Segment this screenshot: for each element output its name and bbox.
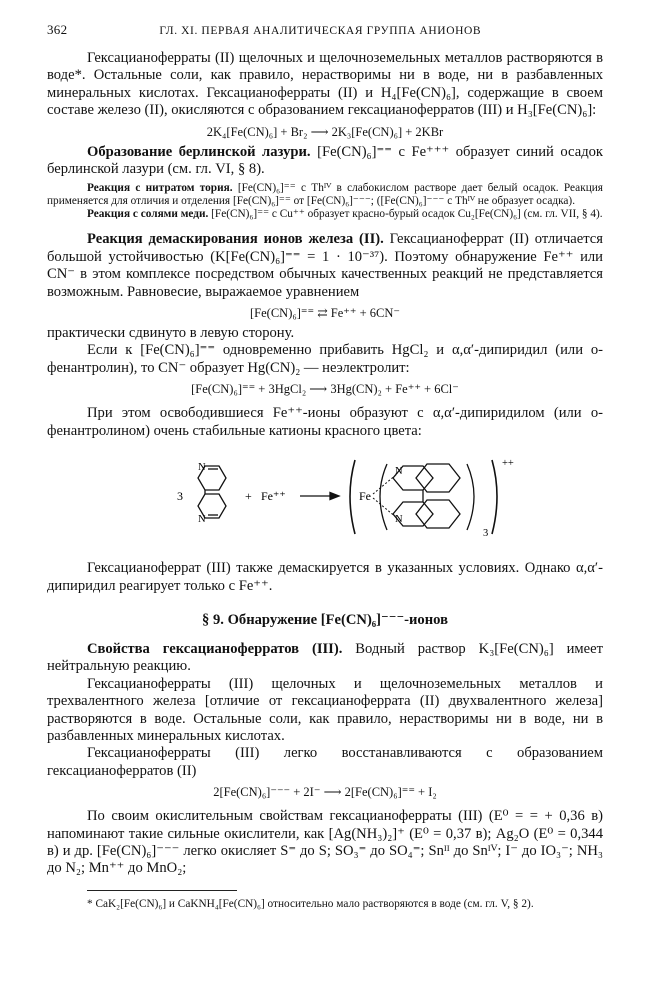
scheme-fe-ion: Fe⁺⁺ xyxy=(261,489,286,504)
n-label-bottom: N xyxy=(198,514,206,526)
scheme-coefficient: 3 xyxy=(177,489,183,504)
heading-demasking: Реакция демаскирования ионов железа (II). xyxy=(87,231,384,248)
text-copper-reaction: [Fe(CN)₆]⁼⁼ с Cu⁺⁺ образует красно-бурый осадок Cu₂[Fe(CN)₆] (см. гл. VII, § 4). xyxy=(208,208,603,221)
n-label-complex-top: N xyxy=(395,466,403,478)
paragraph-properties xyxy=(47,641,603,676)
bipyridyl-molecule-icon xyxy=(198,466,226,518)
scheme-plus: + xyxy=(245,489,252,504)
running-title: ГЛ. XI. ПЕРВАЯ АНАЛИТИЧЕСКАЯ ГРУППА АНИОНОВ xyxy=(159,25,482,37)
paragraph-copper-reaction xyxy=(47,208,603,221)
paragraph-released-ions: При этом освободившиеся Fe⁺⁺-ионы образуют с α,α′-дипиридилом (или o-фенантролином) очень стабильные катионы красного цвета: xyxy=(47,405,603,439)
complex-charge: ++ xyxy=(502,458,514,470)
running-header xyxy=(47,22,603,38)
heading-thorium-reaction: Реакция с нитратом тория. xyxy=(87,182,233,195)
equation-equilibrium: [Fe(CN)₆]⁼⁼ ⇄ Fe⁺⁺ + 6CN⁻ xyxy=(250,306,400,321)
n-label-top: N xyxy=(198,462,206,474)
dipyridyl-complex-scheme xyxy=(47,448,603,548)
paren-left-icon xyxy=(380,464,387,530)
bracket-right-icon xyxy=(492,460,497,534)
section-title: § 9. Обнаружение [Fe(CN)₆]⁻⁻⁻-ионов xyxy=(202,611,448,628)
heading-properties: Свойства гексацианоферратов (III). xyxy=(87,640,343,657)
ligand-subscript: 3 xyxy=(483,528,489,540)
paragraph-oxidizing-properties: По своим окислительным свойствам гексацианоферраты (III) (E⁰ = = + 0,36 в) напоминают такие сильные окислители, как [Ag(NH₃)₂]⁺ (E⁰ = 0,37 в); Ag₂O (E⁰ = 0,344 в) и др. [Fe(CN)₆]⁻⁻⁻ легко окисляет S⁼ до S; SO₃⁼ до SO₄⁼; Snᴵᴵ до Snᴵⱽ; I⁻ до IO₃⁻; NH₃ до N₂; Mn⁺⁺ до MnO₂; xyxy=(47,808,603,877)
scheme-fe-center: Fe xyxy=(359,489,371,504)
paragraph-thorium-reaction xyxy=(47,182,603,208)
heading-prussian-blue: Образование берлинской лазури. xyxy=(87,143,311,160)
paragraph-reduction: Гексацианоферраты (III) легко восстанавливаются с образованием гексацианоферратов (II) xyxy=(47,745,603,779)
paragraph-solubility-iii: Гексацианоферраты (III) щелочных и щелочноземельных металлов и трехвалентного железа [отличие от гексацианоферрата (II) двухвалентного железа] растворяются в воде. Остальные соли, как правило, нерастворимы ни в воде, ни в разбавленных минеральных кислотах. xyxy=(47,675,603,744)
text-demasking: Гексацианоферрат (II) отличается большой устойчивостью (K[Fe(CN)₆]⁼⁼ = 1 · 10⁻³⁷). Поэтому обнаружение Fe⁺⁺ или CN⁻ в этом комплексе посредством обычных качественных реакций не представляется возможным. Равновесие, выражаемое уравнением xyxy=(47,231,603,300)
equation-iodide: 2[Fe(CN)₆]⁻⁻⁻ + 2I⁻ ⟶ 2[Fe(CN)₆]⁼⁼ + I₂ xyxy=(213,785,437,800)
paragraph-hexa-iii-demask: Гексацианоферрат (III) также демаскируется в указанных условиях. Однако α,α′-дипиридил реагирует только с Fe⁺⁺. xyxy=(47,560,603,594)
paren-right-icon xyxy=(467,464,474,530)
page xyxy=(47,22,603,911)
n-label-complex-bottom: N xyxy=(395,514,403,526)
bipyridyl-ligand-icon xyxy=(393,458,460,528)
reaction-arrow-icon xyxy=(300,493,339,500)
paragraph-hexacyanoferrate-ii-solubility: Гексацианоферраты (II) щелочных и щелочноземельных металлов растворяются в воде*. Остальные соли, как правило, нерастворимы ни в воде, ни в разбавленных минеральных кислотах. Гексацианоферраты (II) и H₄[Fe(CN)₆], содержащие в своем составе железо (II), окисляются с образованием гексацианоферратов (III) и H₃[Fe(CN)₆]: xyxy=(47,50,603,119)
text-thorium-reaction: [Fe(CN)₆]⁼⁼ с Thᴵⱽ в слабокислом растворе дает белый осадок. Реакция применяется для отличия и отделения [Fe(CN)₆]⁼⁼ от [Fe(CN)₆]⁻⁻⁻; ([Fe(CN)₆]⁻⁻⁻ с Thᴵⱽ не образует осадка). xyxy=(47,182,603,208)
footnote-rule xyxy=(87,890,237,891)
bracket-left-icon xyxy=(350,460,355,534)
heading-copper-reaction: Реакция с солями меди. xyxy=(87,208,209,221)
scheme-drawing xyxy=(47,448,603,548)
paragraph-prussian-blue xyxy=(47,144,603,179)
text-properties: Водный раствор K₃[Fe(CN)₆] имеет нейтральную реакцию. xyxy=(47,640,603,675)
paragraph-demasking xyxy=(47,231,603,301)
equation-bromine-oxidation: 2K₄[Fe(CN)₆] + Br₂ ⟶ 2K₃[Fe(CN)₆] + 2KBr xyxy=(206,124,444,139)
paragraph-hgcl2: Если к [Fe(CN)₆]⁼⁼ одновременно прибавить HgCl₂ и α,α′-дипиридил (или o-фенантролин), то CN⁻ образует Hg(CN)₂ — неэлектролит: xyxy=(47,342,603,376)
text-prussian-blue: [Fe(CN)₆]⁼⁼ с Fe⁺⁺⁺ образует синий осадок берлинской лазури (см. гл. VI, § 8). xyxy=(47,143,604,178)
page-number: 362 xyxy=(47,22,68,37)
paragraph-shift-left: практически сдвинуто в левую сторону. xyxy=(47,325,295,342)
equation-hgcl2: [Fe(CN)₆]⁼⁼ + 3HgCl₂ ⟶ 3Hg(CN)₂ + Fe⁺⁺ + 6Cl⁻ xyxy=(191,382,459,397)
footnote: * CaK₂[Fe(CN)₆] и CaKNH₄[Fe(CN)₆] относительно мало растворяются в воде (см. гл. V, § 2). xyxy=(87,897,534,910)
